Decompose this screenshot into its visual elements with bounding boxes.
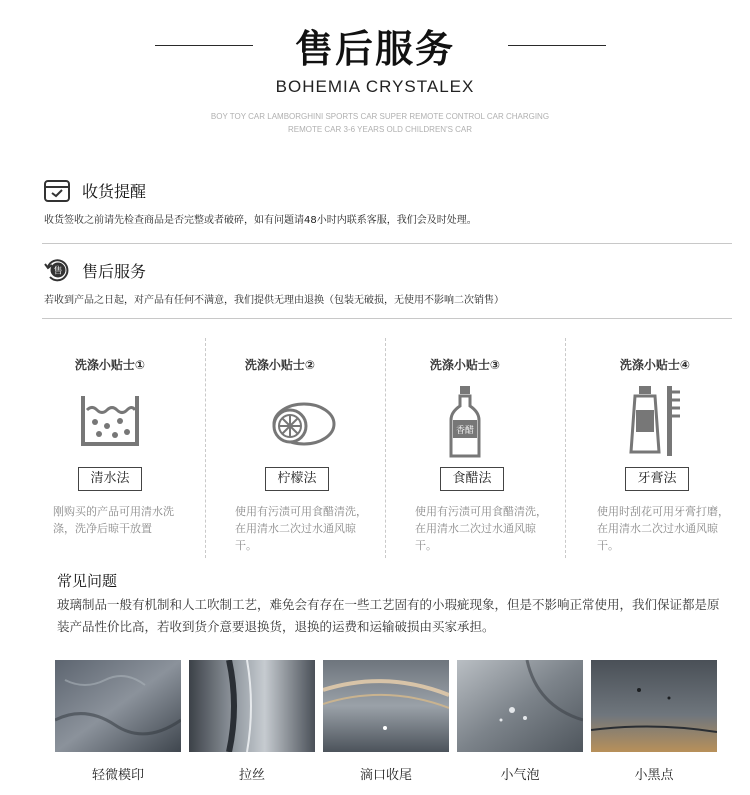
toothpaste-brush-icon <box>625 386 685 458</box>
vinegar-label: 香醋 <box>455 426 475 436</box>
tip-description: 使用时刮花可用牙膏打磨，在用清水二次过水通风晾干。 <box>597 505 729 552</box>
tip-description: 使用有污渍可用食醋清洗，在用清水二次过水通风晾干。 <box>235 505 367 552</box>
defect-photo <box>457 660 583 752</box>
faq-text: 玻璃制品一般有机制和人工吹制工艺，难免会有存在一些工艺固有的小瑕疵现象，但是不影响正常使用，我们保证都是原装产品性价比高，若收到货介意要退换货，退换的运费和运输破损由买家承担。 <box>57 597 720 634</box>
section-divider <box>42 318 732 319</box>
aftersale-text: 若收到产品之日起，对产品有任何不满意，我们提供无理由退换（包装无破损，无使用不影响二次销售） <box>44 295 504 306</box>
water-basin-icon <box>75 386 145 458</box>
column-divider <box>385 338 386 558</box>
tip-card <box>385 336 555 561</box>
method-label: 牙膏法 <box>625 467 689 491</box>
tip-title: 洗涤小贴士④ <box>619 358 691 372</box>
column-divider <box>565 338 566 558</box>
tip-card <box>205 336 375 561</box>
defect-caption: 小黑点 <box>634 768 674 783</box>
defect-photo <box>55 660 181 752</box>
header-subtitle: BOY TOY CAR LAMBORGHINI SPORTS CAR SUPER REMOTE CONTROL CAR CHARGING REMOTE CAR 3-6 YEARS OLD CHILDREN'S CAR <box>210 112 550 134</box>
tip-description: 刚购买的产品可用清水洗涤，洗净后晾干放置 <box>53 505 174 535</box>
delivery-box-icon <box>42 175 72 205</box>
page-title: 售后服务 <box>294 27 455 71</box>
receipt-reminder-title: 收货提醒 <box>82 182 147 201</box>
lemon-icon <box>260 386 340 458</box>
tip-description: 使用有污渍可用食醋清洗，在用清水二次过水通风晾干。 <box>415 505 547 552</box>
aftersale-title: 售后服务 <box>82 262 147 281</box>
vinegar-bottle-icon <box>445 386 485 458</box>
defect-photo <box>591 660 717 752</box>
method-label: 食醋法 <box>440 467 504 491</box>
defect-caption: 拉丝 <box>238 768 265 783</box>
tip-card <box>565 336 735 561</box>
washing-tips <box>45 336 735 561</box>
section-divider <box>42 243 732 244</box>
aftersale-section <box>42 255 732 305</box>
brand-name: BOHEMIA CRYSTALEX <box>275 77 475 96</box>
defect-caption: 轻微模印 <box>91 768 144 783</box>
tip-title: 洗涤小贴士③ <box>429 358 501 372</box>
defect-caption: 小气泡 <box>500 768 540 783</box>
defect-caption: 滴口收尾 <box>359 768 412 783</box>
return-service-icon-label: 售 <box>53 266 63 277</box>
page-header <box>0 0 750 140</box>
return-service-icon <box>42 255 72 285</box>
faq-title: 常见问题 <box>57 572 118 590</box>
defect-photo <box>323 660 449 752</box>
receipt-reminder-section <box>42 175 732 225</box>
tip-title: 洗涤小贴士① <box>74 358 146 372</box>
method-label: 清水法 <box>78 467 142 491</box>
tip-card <box>45 336 215 561</box>
method-label: 柠檬法 <box>265 467 329 491</box>
column-divider <box>205 338 206 558</box>
tip-title: 洗涤小贴士② <box>244 358 316 372</box>
defect-photo <box>189 660 315 752</box>
receipt-reminder-text: 收货签收之前请先检查商品是否完整或者破碎，如有问题请48小时内联系客服，我们会及时处理。 <box>44 215 477 226</box>
defect-photo-gallery <box>55 660 725 795</box>
